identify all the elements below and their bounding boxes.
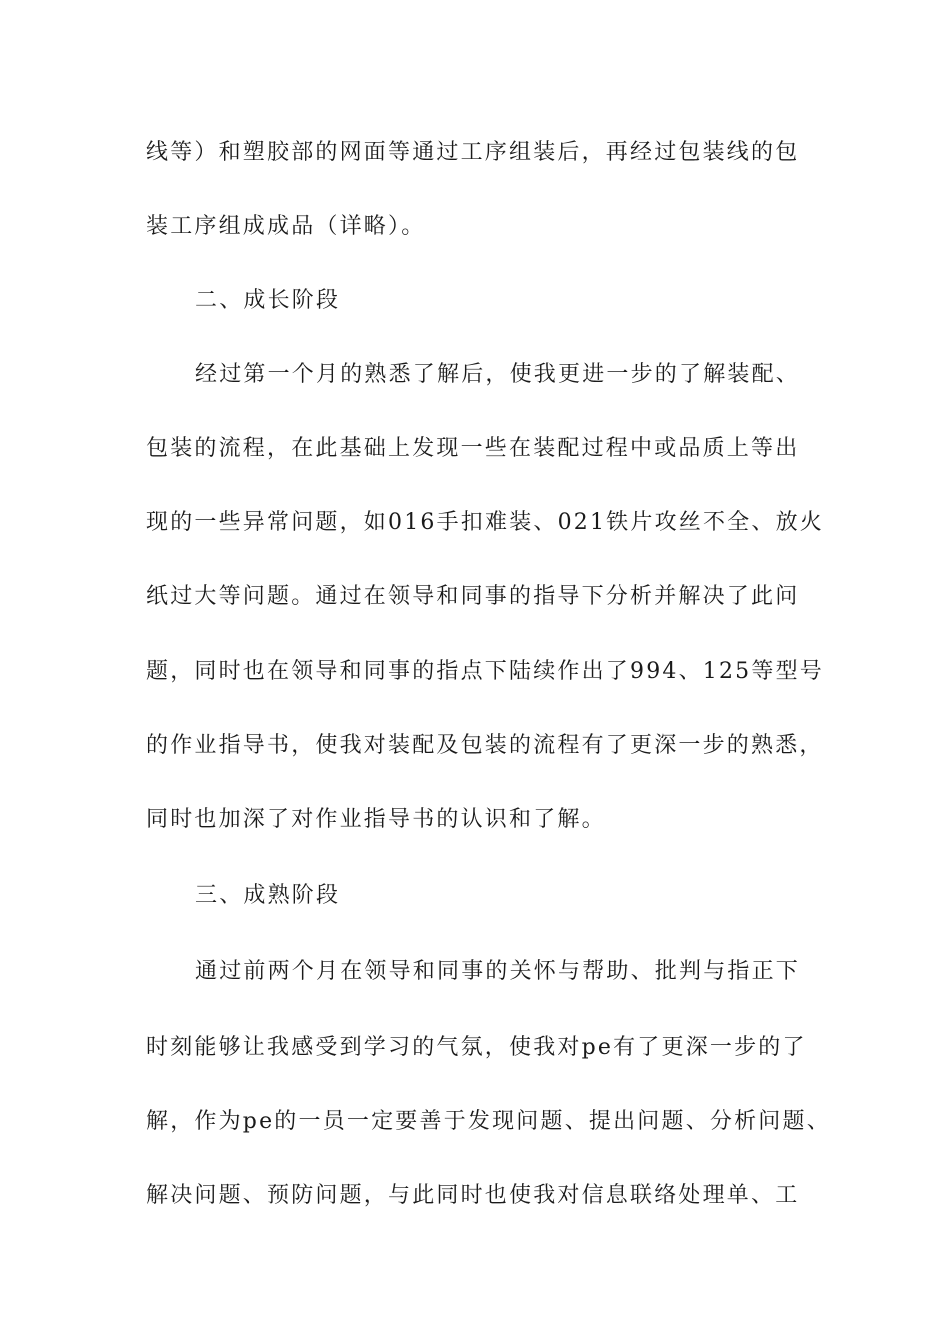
paragraph-line: 时刻能够让我感受到学习的气氛，使我对pe有了更深一步的了 — [146, 1035, 807, 1060]
paragraph-line: 同时也加深了对作业指导书的认识和了解。 — [146, 807, 606, 832]
paragraph-line: 的作业指导书，使我对装配及包装的流程有了更深一步的熟悉， — [146, 733, 824, 758]
paragraph-line: 题，同时也在领导和同事的指点下陆续作出了994、125等型号 — [146, 659, 824, 684]
paragraph-line: 经过第一个月的熟悉了解后，使我更进一步的了解装配、 — [195, 362, 801, 387]
paragraph-line: 解，作为pe的一员一定要善于发现问题、提出问题、分析问题、 — [146, 1109, 831, 1134]
section-heading-mature: 三、成熟阶段 — [195, 883, 341, 908]
paragraph-line: 装工序组成成品（详略）。 — [146, 214, 426, 239]
paragraph-line: 包装的流程，在此基础上发现一些在装配过程中或品质上等出 — [146, 436, 800, 461]
paragraph-line: 纸过大等问题。通过在领导和同事的指导下分析并解决了此问 — [146, 584, 800, 609]
paragraph-line: 解决问题、预防问题，与此同时也使我对信息联络处理单、工 — [146, 1183, 800, 1208]
paragraph-line: 现的一些异常问题，如016手扣难装、021铁片攻丝不全、放火 — [146, 510, 824, 535]
section-heading-growth: 二、成长阶段 — [195, 288, 341, 313]
paragraph-line: 通过前两个月在领导和同事的关怀与帮助、批判与指正下 — [195, 959, 801, 984]
paragraph-line: 线等）和塑胶部的网面等通过工序组装后，再经过包装线的包 — [146, 140, 800, 165]
